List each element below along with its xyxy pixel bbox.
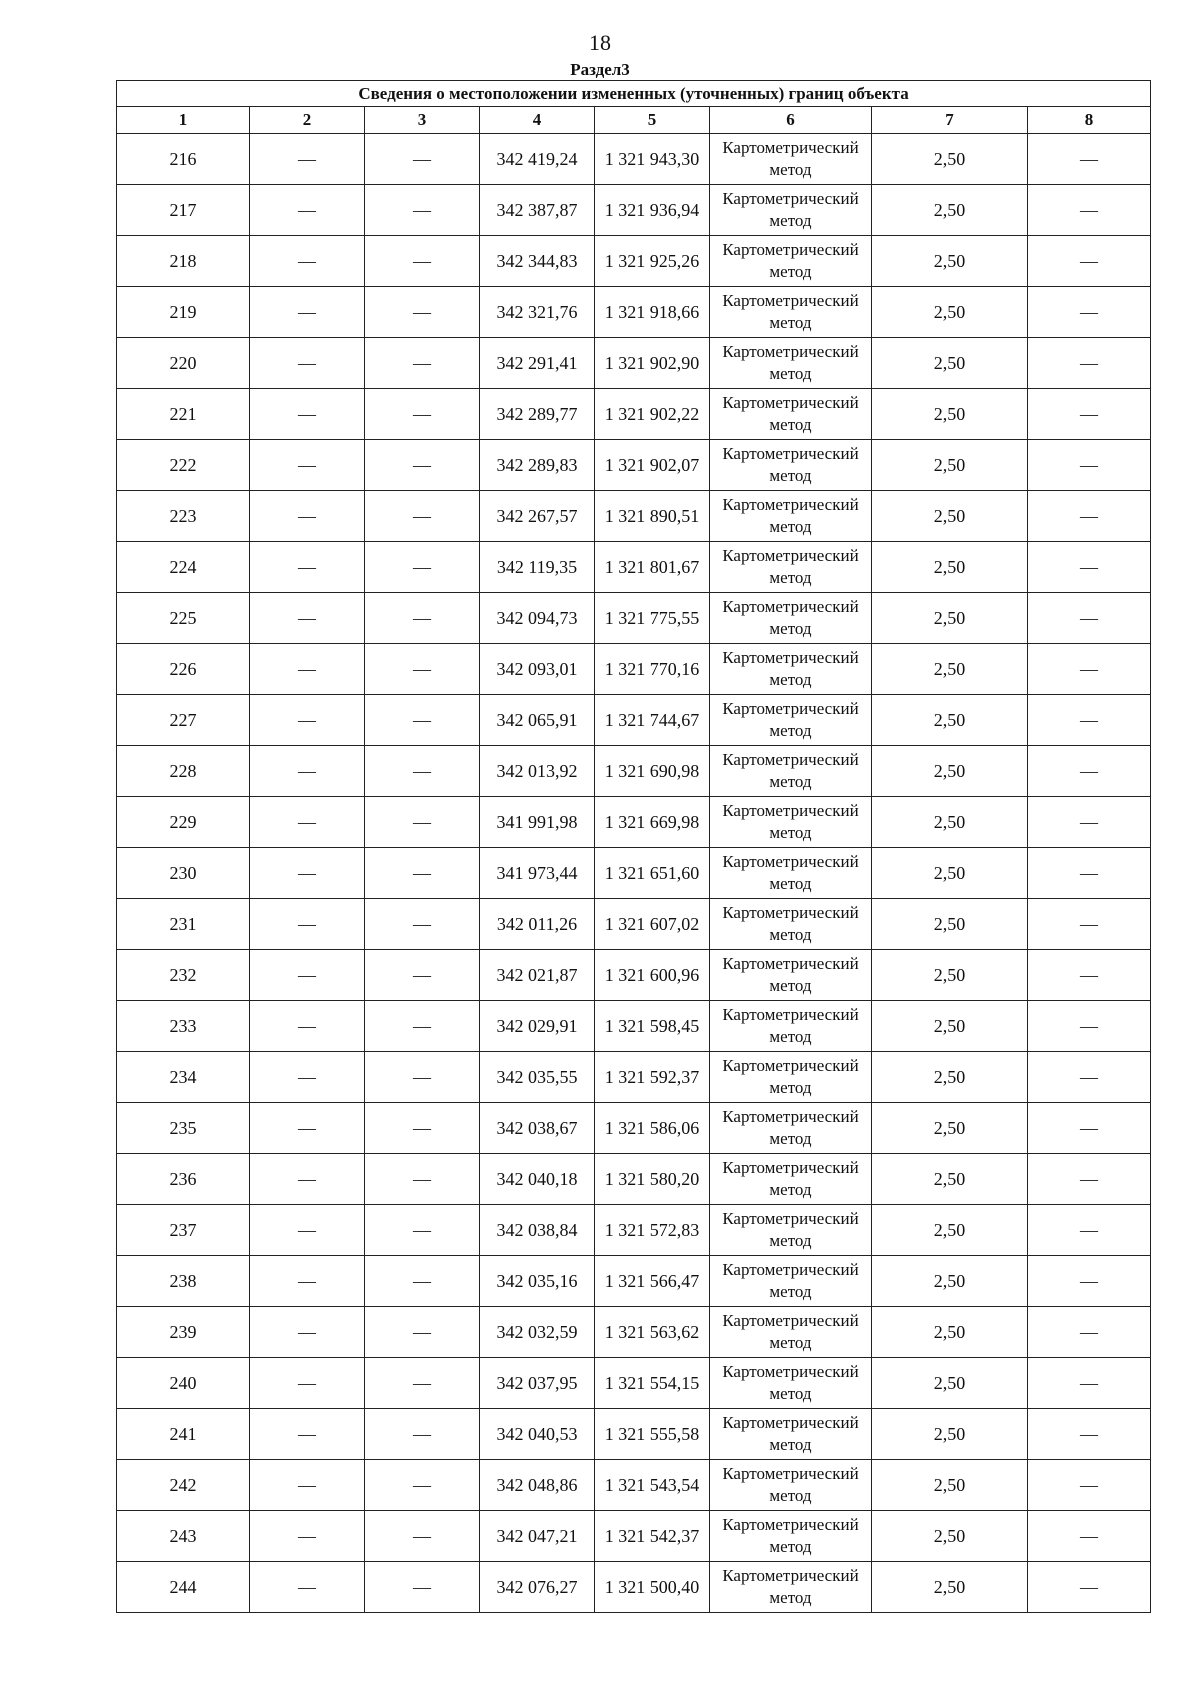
cell-accuracy: 2,50 bbox=[872, 542, 1028, 593]
table-row bbox=[117, 287, 1151, 338]
cell-point-number: 238 bbox=[117, 1256, 250, 1307]
cell-col-2: — bbox=[250, 1409, 365, 1460]
cell-col-3: — bbox=[365, 1205, 480, 1256]
cell-coord-y: 1 321 669,98 bbox=[595, 797, 710, 848]
cell-point-number: 226 bbox=[117, 644, 250, 695]
cell-col-2: — bbox=[250, 542, 365, 593]
table-row bbox=[117, 389, 1151, 440]
cell-coord-x: 342 093,01 bbox=[480, 644, 595, 695]
cell-col-3: — bbox=[365, 1562, 480, 1613]
table-row bbox=[117, 797, 1151, 848]
cell-point-number: 222 bbox=[117, 440, 250, 491]
table-row bbox=[117, 1409, 1151, 1460]
cell-method: Картометрический метод bbox=[710, 899, 872, 950]
cell-coord-y: 1 321 607,02 bbox=[595, 899, 710, 950]
cell-col-2: — bbox=[250, 899, 365, 950]
cell-col-8: — bbox=[1028, 1052, 1151, 1103]
cell-coord-y: 1 321 500,40 bbox=[595, 1562, 710, 1613]
cell-col-3: — bbox=[365, 797, 480, 848]
cell-col-8: — bbox=[1028, 899, 1151, 950]
cell-col-3: — bbox=[365, 440, 480, 491]
cell-point-number: 232 bbox=[117, 950, 250, 1001]
cell-method: Картометрический метод bbox=[710, 746, 872, 797]
cell-col-8: — bbox=[1028, 950, 1151, 1001]
cell-accuracy: 2,50 bbox=[872, 1358, 1028, 1409]
cell-col-2: — bbox=[250, 1205, 365, 1256]
cell-col-3: — bbox=[365, 950, 480, 1001]
cell-coord-x: 342 032,59 bbox=[480, 1307, 595, 1358]
column-number-8: 8 bbox=[1028, 107, 1151, 134]
column-number-7: 7 bbox=[872, 107, 1028, 134]
cell-col-8: — bbox=[1028, 440, 1151, 491]
cell-col-8: — bbox=[1028, 797, 1151, 848]
cell-col-8: — bbox=[1028, 593, 1151, 644]
cell-col-8: — bbox=[1028, 1562, 1151, 1613]
table-row bbox=[117, 338, 1151, 389]
cell-method: Картометрический метод bbox=[710, 1511, 872, 1562]
cell-accuracy: 2,50 bbox=[872, 644, 1028, 695]
cell-col-2: — bbox=[250, 848, 365, 899]
cell-col-3: — bbox=[365, 338, 480, 389]
cell-point-number: 218 bbox=[117, 236, 250, 287]
cell-col-2: — bbox=[250, 950, 365, 1001]
cell-point-number: 229 bbox=[117, 797, 250, 848]
cell-method: Картометрический метод bbox=[710, 134, 872, 185]
cell-coord-x: 342 040,53 bbox=[480, 1409, 595, 1460]
cell-accuracy: 2,50 bbox=[872, 950, 1028, 1001]
cell-accuracy: 2,50 bbox=[872, 1103, 1028, 1154]
cell-method: Картометрический метод bbox=[710, 848, 872, 899]
column-number-1: 1 bbox=[117, 107, 250, 134]
cell-accuracy: 2,50 bbox=[872, 236, 1028, 287]
cell-coord-y: 1 321 890,51 bbox=[595, 491, 710, 542]
cell-accuracy: 2,50 bbox=[872, 1154, 1028, 1205]
cell-accuracy: 2,50 bbox=[872, 440, 1028, 491]
cell-col-3: — bbox=[365, 287, 480, 338]
cell-point-number: 217 bbox=[117, 185, 250, 236]
cell-col-2: — bbox=[250, 1052, 365, 1103]
cell-col-3: — bbox=[365, 1460, 480, 1511]
cell-method: Картометрический метод bbox=[710, 1307, 872, 1358]
cell-col-3: — bbox=[365, 1052, 480, 1103]
table-caption: Сведения о местоположении измененных (уточненных) границ объекта bbox=[117, 81, 1151, 107]
cell-coord-y: 1 321 563,62 bbox=[595, 1307, 710, 1358]
cell-coord-x: 342 344,83 bbox=[480, 236, 595, 287]
cell-coord-y: 1 321 690,98 bbox=[595, 746, 710, 797]
cell-method: Картометрический метод bbox=[710, 236, 872, 287]
cell-col-3: — bbox=[365, 593, 480, 644]
cell-col-2: — bbox=[250, 1103, 365, 1154]
cell-method: Картометрический метод bbox=[710, 491, 872, 542]
cell-coord-y: 1 321 572,83 bbox=[595, 1205, 710, 1256]
cell-accuracy: 2,50 bbox=[872, 797, 1028, 848]
cell-col-3: — bbox=[365, 491, 480, 542]
boundary-table bbox=[116, 80, 1151, 1613]
cell-point-number: 241 bbox=[117, 1409, 250, 1460]
cell-coord-x: 342 038,84 bbox=[480, 1205, 595, 1256]
cell-point-number: 239 bbox=[117, 1307, 250, 1358]
cell-col-3: — bbox=[365, 1256, 480, 1307]
cell-coord-x: 342 038,67 bbox=[480, 1103, 595, 1154]
cell-point-number: 240 bbox=[117, 1358, 250, 1409]
column-number-6: 6 bbox=[710, 107, 872, 134]
cell-method: Картометрический метод bbox=[710, 389, 872, 440]
cell-accuracy: 2,50 bbox=[872, 746, 1028, 797]
cell-coord-x: 342 289,77 bbox=[480, 389, 595, 440]
cell-coord-y: 1 321 543,54 bbox=[595, 1460, 710, 1511]
cell-col-3: — bbox=[365, 134, 480, 185]
cell-method: Картометрический метод bbox=[710, 797, 872, 848]
cell-col-3: — bbox=[365, 1511, 480, 1562]
cell-accuracy: 2,50 bbox=[872, 491, 1028, 542]
cell-col-8: — bbox=[1028, 1256, 1151, 1307]
cell-col-2: — bbox=[250, 236, 365, 287]
cell-col-3: — bbox=[365, 542, 480, 593]
cell-point-number: 219 bbox=[117, 287, 250, 338]
cell-col-3: — bbox=[365, 389, 480, 440]
cell-col-2: — bbox=[250, 1256, 365, 1307]
cell-col-8: — bbox=[1028, 491, 1151, 542]
cell-coord-y: 1 321 600,96 bbox=[595, 950, 710, 1001]
cell-coord-x: 342 267,57 bbox=[480, 491, 595, 542]
table-row bbox=[117, 848, 1151, 899]
cell-coord-x: 341 991,98 bbox=[480, 797, 595, 848]
cell-col-2: — bbox=[250, 593, 365, 644]
cell-coord-x: 342 048,86 bbox=[480, 1460, 595, 1511]
cell-point-number: 236 bbox=[117, 1154, 250, 1205]
table-row bbox=[117, 1154, 1151, 1205]
cell-col-3: — bbox=[365, 746, 480, 797]
cell-accuracy: 2,50 bbox=[872, 287, 1028, 338]
cell-col-2: — bbox=[250, 134, 365, 185]
cell-method: Картометрический метод bbox=[710, 440, 872, 491]
table-row bbox=[117, 593, 1151, 644]
cell-coord-x: 342 029,91 bbox=[480, 1001, 595, 1052]
cell-method: Картометрический метод bbox=[710, 1205, 872, 1256]
table-row bbox=[117, 644, 1151, 695]
cell-coord-y: 1 321 775,55 bbox=[595, 593, 710, 644]
cell-method: Картометрический метод bbox=[710, 287, 872, 338]
cell-method: Картометрический метод bbox=[710, 1256, 872, 1307]
table-row bbox=[117, 1001, 1151, 1052]
cell-coord-x: 342 040,18 bbox=[480, 1154, 595, 1205]
cell-col-3: — bbox=[365, 236, 480, 287]
page-number: 18 bbox=[589, 30, 611, 55]
cell-col-8: — bbox=[1028, 848, 1151, 899]
cell-col-8: — bbox=[1028, 1460, 1151, 1511]
cell-accuracy: 2,50 bbox=[872, 695, 1028, 746]
cell-accuracy: 2,50 bbox=[872, 899, 1028, 950]
cell-col-3: — bbox=[365, 1307, 480, 1358]
cell-coord-y: 1 321 542,37 bbox=[595, 1511, 710, 1562]
cell-col-8: — bbox=[1028, 389, 1151, 440]
cell-coord-y: 1 321 902,22 bbox=[595, 389, 710, 440]
cell-coord-y: 1 321 943,30 bbox=[595, 134, 710, 185]
table-row bbox=[117, 1511, 1151, 1562]
cell-method: Картометрический метод bbox=[710, 1358, 872, 1409]
cell-col-8: — bbox=[1028, 1205, 1151, 1256]
cell-point-number: 223 bbox=[117, 491, 250, 542]
cell-point-number: 242 bbox=[117, 1460, 250, 1511]
cell-col-3: — bbox=[365, 695, 480, 746]
cell-coord-x: 342 076,27 bbox=[480, 1562, 595, 1613]
table-row bbox=[117, 440, 1151, 491]
cell-method: Картометрический метод bbox=[710, 1460, 872, 1511]
cell-method: Картометрический метод bbox=[710, 338, 872, 389]
table-row bbox=[117, 185, 1151, 236]
cell-col-8: — bbox=[1028, 287, 1151, 338]
cell-point-number: 225 bbox=[117, 593, 250, 644]
cell-point-number: 243 bbox=[117, 1511, 250, 1562]
cell-col-8: — bbox=[1028, 695, 1151, 746]
cell-col-8: — bbox=[1028, 1103, 1151, 1154]
cell-col-2: — bbox=[250, 389, 365, 440]
column-number-row bbox=[117, 107, 1151, 134]
cell-point-number: 235 bbox=[117, 1103, 250, 1154]
table-row bbox=[117, 1562, 1151, 1613]
cell-col-3: — bbox=[365, 1358, 480, 1409]
cell-col-8: — bbox=[1028, 1409, 1151, 1460]
cell-accuracy: 2,50 bbox=[872, 338, 1028, 389]
cell-col-3: — bbox=[365, 899, 480, 950]
cell-coord-y: 1 321 902,90 bbox=[595, 338, 710, 389]
cell-col-8: — bbox=[1028, 746, 1151, 797]
cell-col-2: — bbox=[250, 1358, 365, 1409]
cell-method: Картометрический метод bbox=[710, 950, 872, 1001]
cell-accuracy: 2,50 bbox=[872, 1409, 1028, 1460]
table-row bbox=[117, 746, 1151, 797]
cell-method: Картометрический метод bbox=[710, 1001, 872, 1052]
cell-accuracy: 2,50 bbox=[872, 1511, 1028, 1562]
table-row bbox=[117, 542, 1151, 593]
cell-col-8: — bbox=[1028, 236, 1151, 287]
cell-point-number: 221 bbox=[117, 389, 250, 440]
cell-point-number: 233 bbox=[117, 1001, 250, 1052]
cell-col-2: — bbox=[250, 440, 365, 491]
cell-point-number: 220 bbox=[117, 338, 250, 389]
table-row bbox=[117, 899, 1151, 950]
column-number-3: 3 bbox=[365, 107, 480, 134]
cell-col-2: — bbox=[250, 1001, 365, 1052]
cell-col-2: — bbox=[250, 1511, 365, 1562]
cell-accuracy: 2,50 bbox=[872, 593, 1028, 644]
cell-coord-y: 1 321 592,37 bbox=[595, 1052, 710, 1103]
cell-accuracy: 2,50 bbox=[872, 1460, 1028, 1511]
cell-coord-y: 1 321 554,15 bbox=[595, 1358, 710, 1409]
cell-col-2: — bbox=[250, 1154, 365, 1205]
table-body bbox=[117, 134, 1151, 1613]
cell-method: Картометрический метод bbox=[710, 1562, 872, 1613]
table-row bbox=[117, 1205, 1151, 1256]
cell-method: Картометрический метод bbox=[710, 1154, 872, 1205]
cell-coord-y: 1 321 936,94 bbox=[595, 185, 710, 236]
cell-coord-y: 1 321 566,47 bbox=[595, 1256, 710, 1307]
table-row bbox=[117, 1052, 1151, 1103]
cell-coord-y: 1 321 801,67 bbox=[595, 542, 710, 593]
cell-col-3: — bbox=[365, 185, 480, 236]
cell-coord-x: 342 094,73 bbox=[480, 593, 595, 644]
cell-coord-y: 1 321 651,60 bbox=[595, 848, 710, 899]
table-row bbox=[117, 1103, 1151, 1154]
cell-point-number: 231 bbox=[117, 899, 250, 950]
table-row bbox=[117, 1256, 1151, 1307]
cell-method: Картометрический метод bbox=[710, 1409, 872, 1460]
cell-col-2: — bbox=[250, 1562, 365, 1613]
cell-point-number: 224 bbox=[117, 542, 250, 593]
cell-point-number: 237 bbox=[117, 1205, 250, 1256]
cell-method: Картометрический метод bbox=[710, 695, 872, 746]
cell-accuracy: 2,50 bbox=[872, 1562, 1028, 1613]
cell-coord-x: 342 065,91 bbox=[480, 695, 595, 746]
cell-col-8: — bbox=[1028, 1001, 1151, 1052]
column-number-4: 4 bbox=[480, 107, 595, 134]
cell-accuracy: 2,50 bbox=[872, 1256, 1028, 1307]
cell-col-2: — bbox=[250, 491, 365, 542]
cell-coord-y: 1 321 580,20 bbox=[595, 1154, 710, 1205]
cell-col-2: — bbox=[250, 695, 365, 746]
cell-col-8: — bbox=[1028, 1307, 1151, 1358]
cell-col-3: — bbox=[365, 1001, 480, 1052]
cell-col-8: — bbox=[1028, 644, 1151, 695]
cell-coord-x: 342 119,35 bbox=[480, 542, 595, 593]
cell-coord-x: 342 035,16 bbox=[480, 1256, 595, 1307]
table-row bbox=[117, 1460, 1151, 1511]
cell-coord-x: 342 021,87 bbox=[480, 950, 595, 1001]
cell-coord-x: 342 011,26 bbox=[480, 899, 595, 950]
cell-coord-y: 1 321 744,67 bbox=[595, 695, 710, 746]
cell-point-number: 227 bbox=[117, 695, 250, 746]
cell-col-2: — bbox=[250, 1460, 365, 1511]
cell-accuracy: 2,50 bbox=[872, 185, 1028, 236]
column-number-2: 2 bbox=[250, 107, 365, 134]
cell-col-2: — bbox=[250, 797, 365, 848]
cell-coord-x: 342 419,24 bbox=[480, 134, 595, 185]
cell-col-3: — bbox=[365, 1103, 480, 1154]
cell-coord-y: 1 321 902,07 bbox=[595, 440, 710, 491]
cell-coord-x: 342 289,83 bbox=[480, 440, 595, 491]
cell-col-2: — bbox=[250, 185, 365, 236]
cell-point-number: 244 bbox=[117, 1562, 250, 1613]
cell-col-8: — bbox=[1028, 185, 1151, 236]
cell-point-number: 234 bbox=[117, 1052, 250, 1103]
cell-col-2: — bbox=[250, 746, 365, 797]
cell-accuracy: 2,50 bbox=[872, 848, 1028, 899]
cell-coord-y: 1 321 918,66 bbox=[595, 287, 710, 338]
cell-coord-x: 342 047,21 bbox=[480, 1511, 595, 1562]
cell-coord-x: 342 291,41 bbox=[480, 338, 595, 389]
cell-point-number: 230 bbox=[117, 848, 250, 899]
cell-accuracy: 2,50 bbox=[872, 1205, 1028, 1256]
cell-coord-x: 342 013,92 bbox=[480, 746, 595, 797]
table-row bbox=[117, 1307, 1151, 1358]
cell-coord-y: 1 321 555,58 bbox=[595, 1409, 710, 1460]
cell-col-3: — bbox=[365, 1409, 480, 1460]
cell-method: Картометрический метод bbox=[710, 593, 872, 644]
cell-method: Картометрический метод bbox=[710, 644, 872, 695]
cell-coord-x: 342 387,87 bbox=[480, 185, 595, 236]
cell-col-3: — bbox=[365, 1154, 480, 1205]
cell-accuracy: 2,50 bbox=[872, 1052, 1028, 1103]
cell-method: Картометрический метод bbox=[710, 542, 872, 593]
table-row bbox=[117, 1358, 1151, 1409]
cell-col-8: — bbox=[1028, 134, 1151, 185]
cell-coord-y: 1 321 925,26 bbox=[595, 236, 710, 287]
cell-accuracy: 2,50 bbox=[872, 1001, 1028, 1052]
cell-col-2: — bbox=[250, 644, 365, 695]
cell-coord-y: 1 321 770,16 bbox=[595, 644, 710, 695]
table-row bbox=[117, 236, 1151, 287]
cell-coord-x: 342 037,95 bbox=[480, 1358, 595, 1409]
cell-col-3: — bbox=[365, 644, 480, 695]
cell-coord-y: 1 321 586,06 bbox=[595, 1103, 710, 1154]
cell-coord-x: 341 973,44 bbox=[480, 848, 595, 899]
table-row bbox=[117, 491, 1151, 542]
cell-col-8: — bbox=[1028, 1511, 1151, 1562]
cell-accuracy: 2,50 bbox=[872, 134, 1028, 185]
cell-col-8: — bbox=[1028, 338, 1151, 389]
cell-coord-x: 342 035,55 bbox=[480, 1052, 595, 1103]
section-title: Раздел3 bbox=[570, 60, 630, 79]
cell-col-8: — bbox=[1028, 1358, 1151, 1409]
table-row bbox=[117, 950, 1151, 1001]
column-number-5: 5 bbox=[595, 107, 710, 134]
cell-col-8: — bbox=[1028, 1154, 1151, 1205]
table-row bbox=[117, 695, 1151, 746]
cell-col-2: — bbox=[250, 338, 365, 389]
cell-method: Картометрический метод bbox=[710, 1103, 872, 1154]
cell-col-8: — bbox=[1028, 542, 1151, 593]
table-row bbox=[117, 134, 1151, 185]
cell-accuracy: 2,50 bbox=[872, 1307, 1028, 1358]
cell-point-number: 228 bbox=[117, 746, 250, 797]
cell-method: Картометрический метод bbox=[710, 1052, 872, 1103]
cell-coord-x: 342 321,76 bbox=[480, 287, 595, 338]
cell-accuracy: 2,50 bbox=[872, 389, 1028, 440]
cell-col-3: — bbox=[365, 848, 480, 899]
cell-col-2: — bbox=[250, 287, 365, 338]
cell-coord-y: 1 321 598,45 bbox=[595, 1001, 710, 1052]
cell-col-2: — bbox=[250, 1307, 365, 1358]
cell-method: Картометрический метод bbox=[710, 185, 872, 236]
cell-point-number: 216 bbox=[117, 134, 250, 185]
